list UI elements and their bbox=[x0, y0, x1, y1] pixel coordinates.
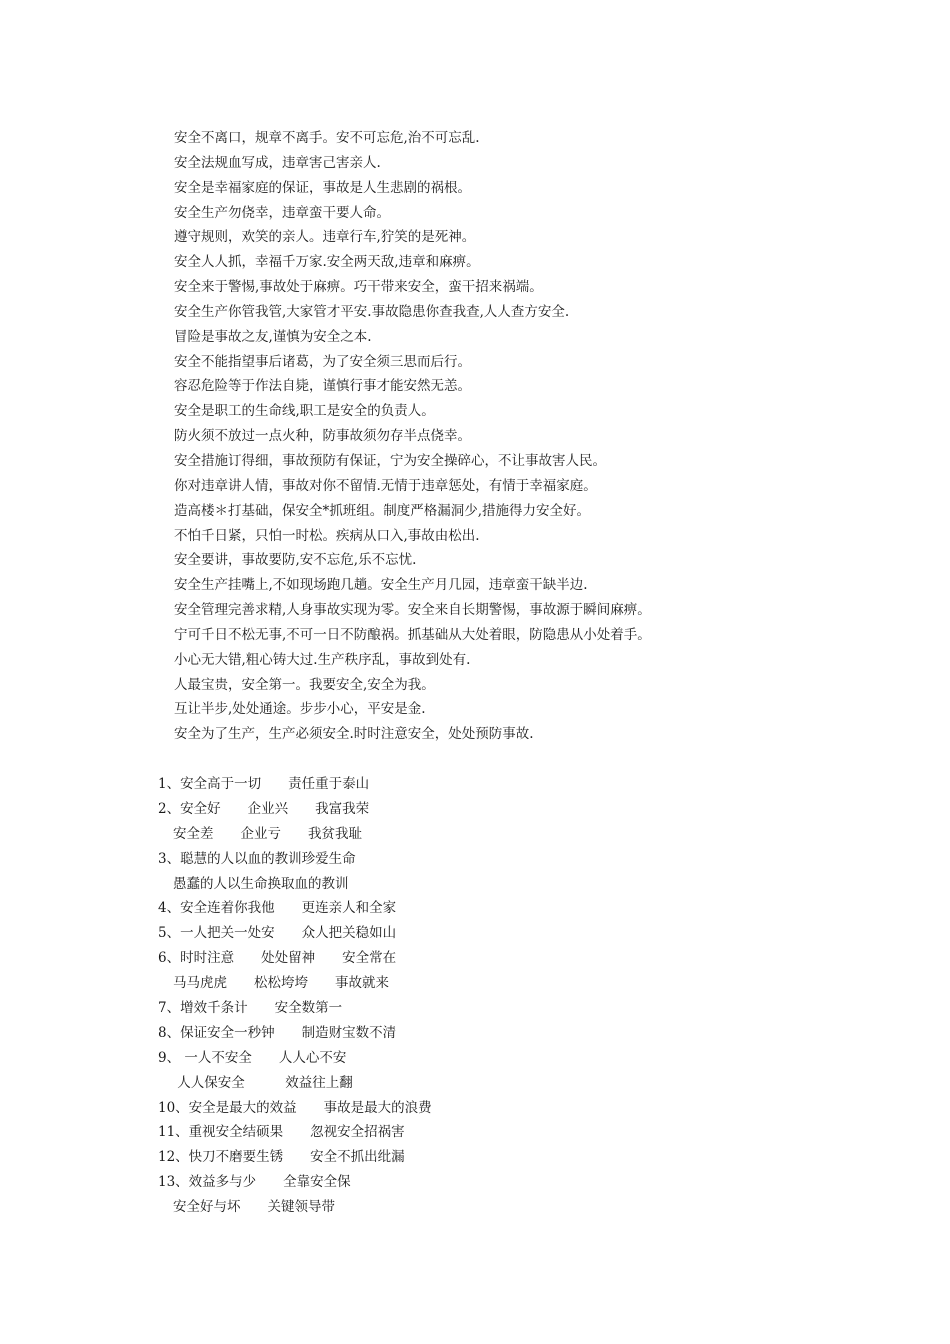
numbered-item: 8、保证安全一秒钟 制造财宝数不清 bbox=[158, 1024, 397, 1041]
slogan-line: 安全人人抓，幸福千万家.安全两天敌,违章和麻痹。 bbox=[174, 254, 480, 271]
slogan-line: 安全为了生产，生产必须安全.时时注意安全，处处预防事故. bbox=[174, 726, 534, 743]
slogan-line: 安全措施订得细，事故预防有保证，宁为安全操碎心，不让事故害人民。 bbox=[174, 452, 606, 469]
numbered-item: 13、效益多与少 全靠安全保 bbox=[158, 1174, 351, 1191]
numbered-item: 3、聪慧的人以血的教训珍爱生命 bbox=[158, 850, 356, 867]
slogan-line: 安全是职工的生命线,职工是安全的负责人。 bbox=[174, 403, 435, 420]
numbered-item: 10、安全是最大的效益 事故是最大的浪费 bbox=[158, 1099, 432, 1116]
numbered-item: 11、重视安全结硕果 忽视安全招祸害 bbox=[158, 1124, 405, 1141]
slogan-line: 安全不离口，规章不离手。安不可忘危,治不可忘乱. bbox=[174, 130, 480, 146]
slogan-line: 安全生产勿侥幸，违章蛮干要人命。 bbox=[174, 204, 390, 221]
slogan-line: 互让半步,处处通途。步步小心，平安是金. bbox=[174, 701, 426, 718]
slogan-line: 遵守规则，欢笑的亲人。违章行车,狞笑的是死神。 bbox=[174, 229, 476, 246]
slogan-line: 造高楼＊打基础，保安全*抓班组。制度严格漏洞少,措施得力安全好。 bbox=[174, 502, 591, 519]
numbered-item-continuation: 马马虎虎 松松垮垮 事故就来 bbox=[173, 975, 389, 992]
slogan-line: 安全生产你管我管,大家管才平安.事故隐患你查我查,人人查方安全. bbox=[174, 303, 570, 320]
numbered-item: 7、增效千条计 安全数第一 bbox=[158, 1000, 343, 1017]
slogan-line: 安全来于警惕,事故处于麻痹。巧干带来安全，蛮干招来祸端。 bbox=[174, 279, 543, 296]
numbered-item-continuation: 愚蠢的人以生命换取血的教训 bbox=[173, 875, 349, 892]
numbered-item: 12、快刀不磨要生锈 安全不抓出纰漏 bbox=[158, 1149, 405, 1166]
slogan-line: 冒险是事故之友,谨慎为安全之本. bbox=[174, 328, 372, 345]
slogan-line: 你对违章讲人情，事故对你不留情.无情于违章惩处，有情于幸福家庭。 bbox=[174, 477, 597, 494]
slogan-line: 安全法规血写成，违章害己害亲人. bbox=[174, 154, 381, 171]
numbered-item: 4、安全连着你我他 更连亲人和全家 bbox=[158, 900, 397, 917]
numbered-item-continuation: 安全差 企业亏 我贫我耻 bbox=[173, 825, 362, 842]
slogan-line: 安全管理完善求精,人身事故实现为零。安全来自长期警惕，事故源于瞬间麻痹。 bbox=[174, 602, 651, 619]
numbered-item: 1、安全高于一切 责任重于泰山 bbox=[158, 776, 370, 792]
slogan-line: 安全是幸福家庭的保证，事故是人生悲剧的祸根。 bbox=[174, 179, 471, 196]
slogan-line: 防火须不放过一点火种，防事故须勿存半点侥幸。 bbox=[174, 428, 471, 445]
numbered-item: 5、一人把关一处安 众人把关稳如山 bbox=[158, 925, 397, 942]
slogan-list bbox=[174, 126, 894, 747]
slogan-line: 小心无大错,粗心铸大过.生产秩序乱，事故到处有. bbox=[174, 651, 471, 668]
slogan-line: 安全不能指望事后诸葛，为了安全须三思而后行。 bbox=[174, 353, 471, 370]
slogan-line: 容忍危险等于作法自毙，谨慎行事才能安然无恙。 bbox=[174, 378, 471, 395]
slogan-line: 安全生产挂嘴上,不如现场跑几趟。安全生产月几园，违章蛮干缺半边. bbox=[174, 577, 588, 594]
numbered-item-continuation: 安全好与坏 关键领导带 bbox=[173, 1199, 335, 1216]
numbered-item: 6、时时注意 处处留神 安全常在 bbox=[158, 950, 397, 967]
numbered-item: 9、 一人不安全 人人心不安 bbox=[158, 1049, 347, 1066]
slogan-line: 宁可千日不松无事,不可一日不防酿祸。抓基础从大处着眼，防隐患从小处着手。 bbox=[174, 626, 651, 643]
slogan-line: 不怕千日紧，只怕一时松。疾病从口入,事故由松出. bbox=[174, 527, 480, 544]
numbered-item-continuation: 人人保安全 效益往上翻 bbox=[173, 1074, 353, 1091]
slogan-line: 安全要讲，事故要防,安不忘危,乐不忘忧. bbox=[174, 552, 417, 569]
numbered-item: 2、安全好 企业兴 我富我荣 bbox=[158, 800, 370, 817]
numbered-slogan-list bbox=[158, 772, 878, 1220]
slogan-line: 人最宝贵，安全第一。我要安全,安全为我。 bbox=[174, 676, 435, 693]
